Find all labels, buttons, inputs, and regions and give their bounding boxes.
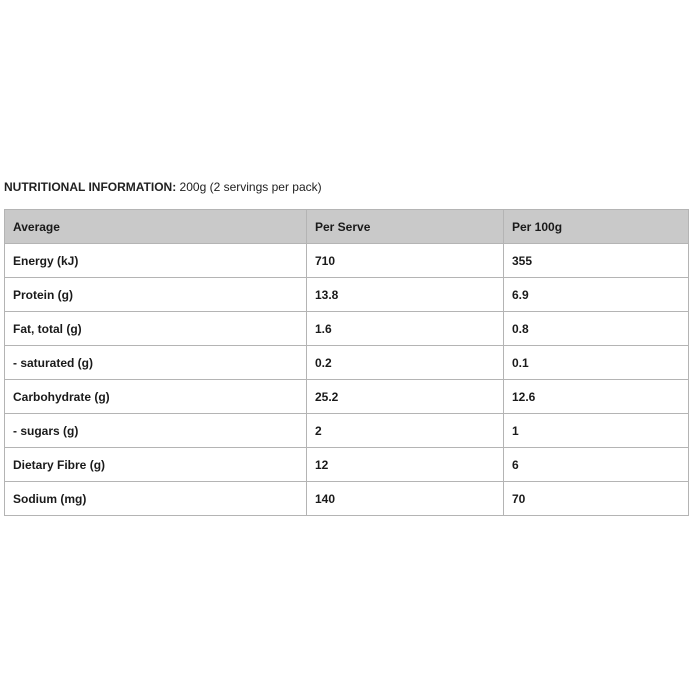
- per-100g-value: 70: [504, 482, 689, 516]
- nutrient-name: Sodium (mg): [5, 482, 307, 516]
- nutrient-name: - saturated (g): [5, 346, 307, 380]
- per-serve-value: 1.6: [307, 312, 504, 346]
- per-serve-value: 13.8: [307, 278, 504, 312]
- per-serve-value: 2: [307, 414, 504, 448]
- per-100g-value: 12.6: [504, 380, 689, 414]
- per-100g-value: 1: [504, 414, 689, 448]
- nutrient-name: Protein (g): [5, 278, 307, 312]
- per-100g-value: 6: [504, 448, 689, 482]
- per-100g-value: 0.1: [504, 346, 689, 380]
- per-100g-value: 355: [504, 244, 689, 278]
- clipped-footnote: [4, 523, 688, 531]
- nutrition-table: [4, 209, 689, 516]
- per-serve-value: 710: [307, 244, 504, 278]
- header-per-serve: Per Serve: [307, 210, 504, 244]
- per-serve-value: 0.2: [307, 346, 504, 380]
- nutrient-name: Fat, total (g): [5, 312, 307, 346]
- table-row: [5, 482, 689, 516]
- table-row: [5, 380, 689, 414]
- table-row: [5, 346, 689, 380]
- table-row: [5, 244, 689, 278]
- nutrient-name: Dietary Fibre (g): [5, 448, 307, 482]
- per-serve-value: 25.2: [307, 380, 504, 414]
- per-serve-value: 140: [307, 482, 504, 516]
- header-per-100g: Per 100g: [504, 210, 689, 244]
- nutrient-name: - sugars (g): [5, 414, 307, 448]
- header-average: Average: [5, 210, 307, 244]
- table-row: [5, 312, 689, 346]
- per-serve-value: 12: [307, 448, 504, 482]
- per-100g-value: 0.8: [504, 312, 689, 346]
- heading-value: 200g (2 servings per pack): [179, 180, 322, 194]
- nutrition-heading: [4, 179, 322, 195]
- nutrient-name: Energy (kJ): [5, 244, 307, 278]
- table-row: [5, 448, 689, 482]
- per-100g-value: 6.9: [504, 278, 689, 312]
- table-header-row: [5, 210, 689, 244]
- nutrient-name: Carbohydrate (g): [5, 380, 307, 414]
- table-row: [5, 278, 689, 312]
- heading-label: NUTRITIONAL INFORMATION:: [4, 180, 177, 194]
- table-row: [5, 414, 689, 448]
